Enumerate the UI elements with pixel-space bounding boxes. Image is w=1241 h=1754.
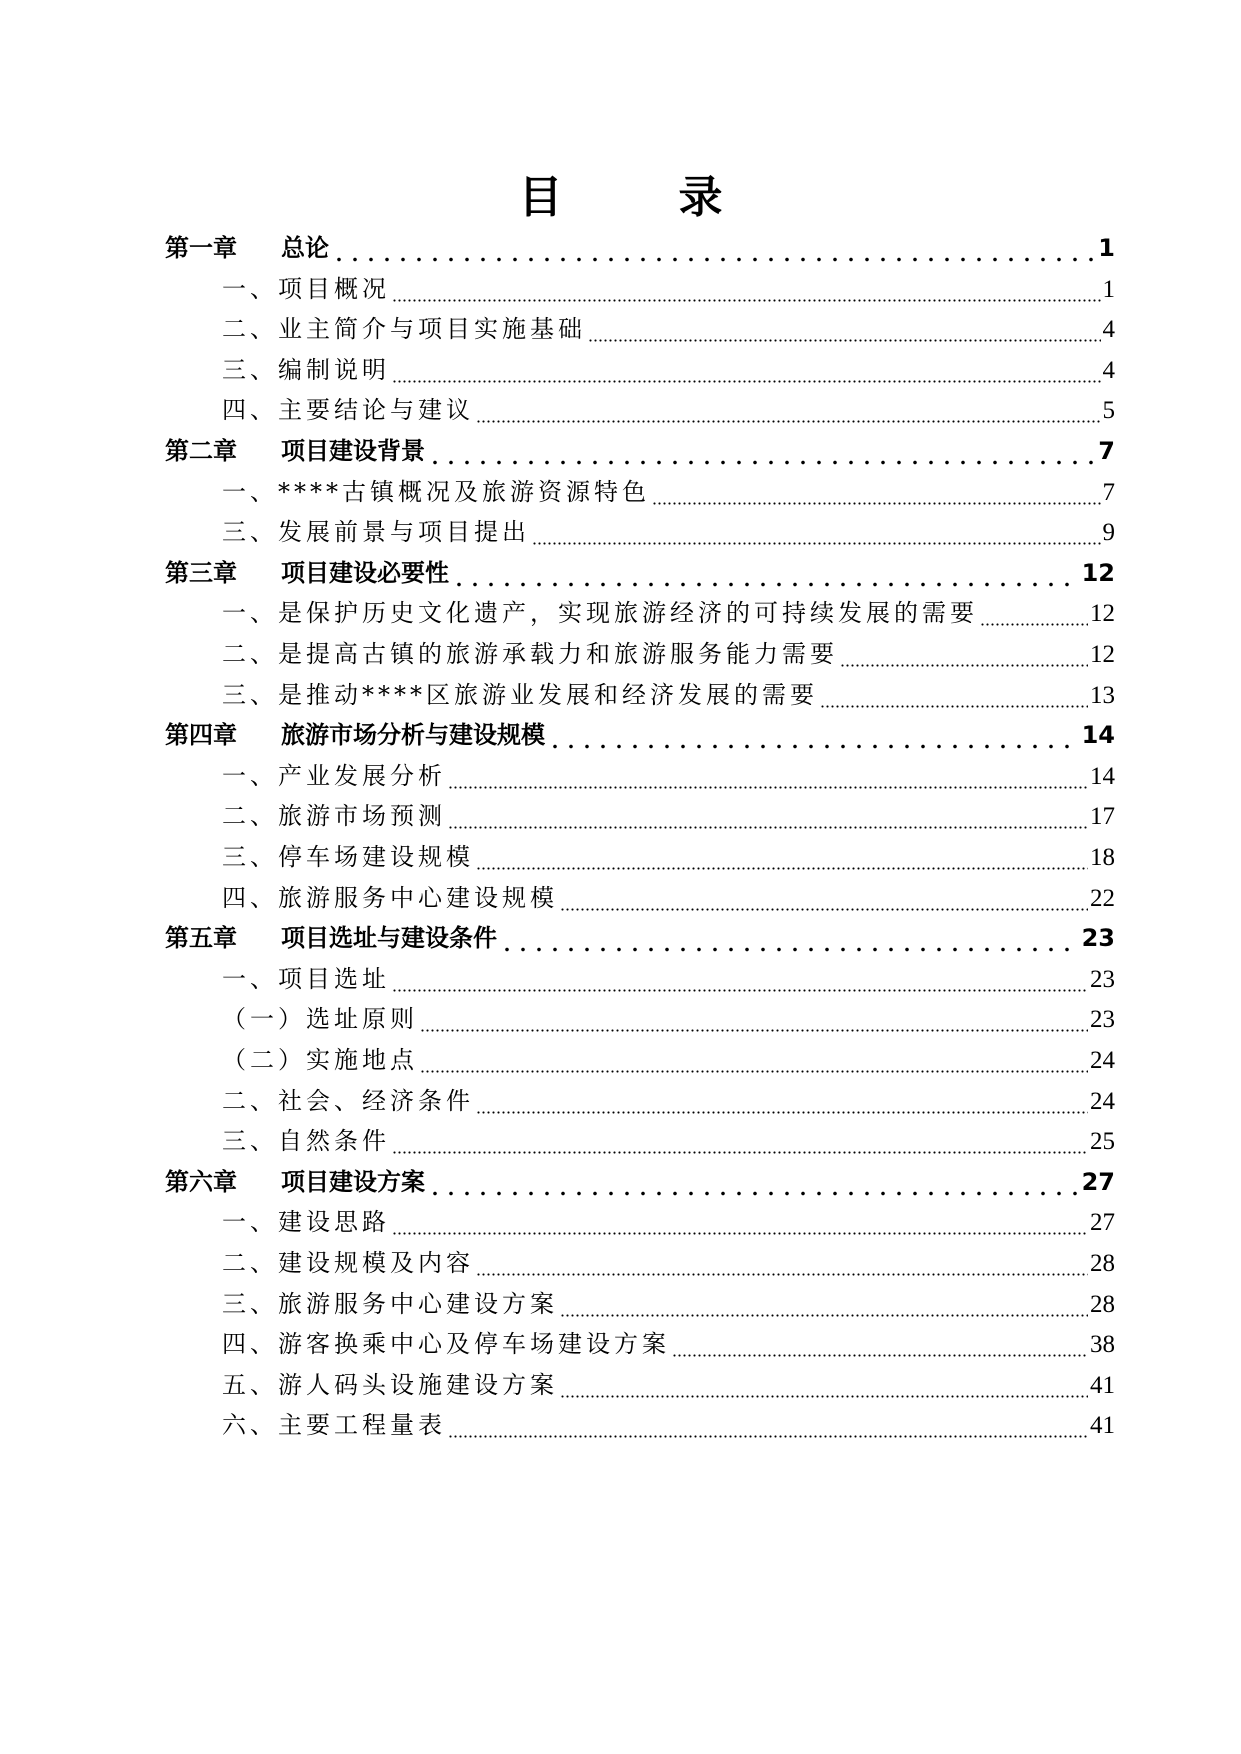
dot-leader bbox=[448, 1435, 1088, 1438]
dot-leader bbox=[427, 460, 1096, 465]
toc-page-number: 27 bbox=[1090, 1209, 1115, 1237]
dot-leader bbox=[451, 582, 1080, 587]
toc-page-number: 41 bbox=[1090, 1412, 1115, 1440]
dot-leader bbox=[560, 908, 1088, 911]
toc-section-entry[interactable] bbox=[222, 512, 1115, 552]
toc-section-entry[interactable] bbox=[222, 1365, 1115, 1405]
dot-leader bbox=[476, 867, 1088, 870]
toc-page-number: 22 bbox=[1090, 884, 1115, 912]
toc-page-number: 5 bbox=[1102, 397, 1115, 425]
toc-chapter-entry[interactable] bbox=[165, 553, 1115, 593]
dot-leader bbox=[560, 1314, 1088, 1317]
toc-chapter-number: 第二章 bbox=[165, 437, 237, 465]
toc-entry-title: 五、游人码头设施建设方案 bbox=[222, 1370, 558, 1399]
toc-chapter-entry[interactable] bbox=[165, 715, 1115, 755]
toc-page-number: 27 bbox=[1081, 1167, 1115, 1196]
dot-leader bbox=[499, 947, 1080, 952]
toc-entry-title: 项目选址与建设条件 bbox=[281, 924, 497, 953]
dot-leader bbox=[840, 664, 1088, 667]
toc-section-entry[interactable] bbox=[222, 1405, 1115, 1445]
toc-section-entry[interactable] bbox=[222, 1081, 1115, 1121]
toc-page-number: 24 bbox=[1090, 1047, 1115, 1074]
toc-chapter-number: 第六章 bbox=[165, 1167, 237, 1196]
dot-leader bbox=[392, 1232, 1088, 1235]
toc-section-entry[interactable] bbox=[222, 634, 1115, 674]
dot-leader bbox=[476, 1111, 1088, 1114]
toc-entry-title: 二、社会、经济条件 bbox=[222, 1086, 474, 1115]
toc-entry-title: 三、自然条件 bbox=[222, 1127, 390, 1156]
toc-section-entry[interactable] bbox=[222, 1243, 1115, 1283]
toc-page-number: 9 bbox=[1102, 519, 1115, 547]
toc-section-entry[interactable] bbox=[222, 1284, 1115, 1324]
toc-page-number: 28 bbox=[1090, 1250, 1115, 1277]
toc-section-entry[interactable] bbox=[222, 269, 1115, 309]
toc-chapter-entry[interactable] bbox=[165, 1162, 1115, 1202]
toc-section-entry[interactable] bbox=[222, 878, 1115, 918]
toc-section-entry[interactable] bbox=[222, 837, 1115, 877]
toc-entry-title: 一、建设思路 bbox=[222, 1208, 390, 1237]
toc-entry-title: 二、建设规模及内容 bbox=[222, 1249, 474, 1277]
toc-entry-title: 项目建设方案 bbox=[281, 1167, 425, 1196]
toc-entry-title: （二）实施地点 bbox=[222, 1046, 418, 1074]
dot-leader bbox=[476, 420, 1101, 423]
toc-entry-title: 一、项目选址 bbox=[222, 964, 390, 993]
toc-entry-title: 四、旅游服务中心建设规模 bbox=[222, 883, 558, 912]
toc-page-number: 38 bbox=[1090, 1331, 1115, 1359]
dot-leader bbox=[532, 542, 1101, 545]
dot-leader bbox=[980, 623, 1088, 626]
toc-section-entry[interactable] bbox=[222, 472, 1115, 512]
toc-section-entry[interactable] bbox=[222, 1040, 1115, 1080]
toc-entry-title: 总论 bbox=[281, 234, 329, 262]
toc-section-entry[interactable] bbox=[222, 1324, 1115, 1364]
toc-entry-title: 一、是保护历史文化遗产，实现旅游经济的可持续发展的需要 bbox=[222, 599, 978, 628]
toc-page-number: 14 bbox=[1081, 721, 1115, 750]
toc-entry-title: 四、游客换乘中心及停车场建设方案 bbox=[222, 1330, 670, 1359]
toc-chapter-entry[interactable] bbox=[165, 431, 1115, 471]
toc-chapter-entry[interactable] bbox=[165, 918, 1115, 958]
toc-chapter-number: 第四章 bbox=[165, 721, 237, 750]
toc-entry-title: 六、主要工程量表 bbox=[222, 1411, 446, 1440]
toc-page-number: 18 bbox=[1090, 844, 1115, 871]
toc-page-number: 12 bbox=[1090, 641, 1115, 668]
toc-page-number: 1 bbox=[1102, 275, 1115, 303]
toc-section-entry[interactable] bbox=[222, 309, 1115, 349]
toc-section-entry[interactable] bbox=[222, 675, 1115, 715]
dot-leader bbox=[820, 705, 1088, 708]
toc-page-number: 17 bbox=[1090, 803, 1115, 831]
toc-entry-title: 三、停车场建设规模 bbox=[222, 843, 474, 871]
dot-leader bbox=[476, 1273, 1088, 1276]
dot-leader bbox=[420, 1070, 1088, 1073]
toc-section-entry[interactable] bbox=[222, 756, 1115, 796]
toc-entry-title: （一）选址原则 bbox=[222, 1005, 418, 1034]
toc-page-number: 14 bbox=[1090, 762, 1115, 790]
dot-leader bbox=[392, 299, 1101, 302]
toc-entry-title: 一、产业发展分析 bbox=[222, 761, 446, 790]
toc-entry-title: 三、发展前景与项目提出 bbox=[222, 518, 530, 547]
toc-section-entry[interactable] bbox=[222, 999, 1115, 1039]
dot-leader bbox=[652, 502, 1101, 505]
dot-leader bbox=[672, 1354, 1088, 1357]
toc-page-number: 23 bbox=[1090, 965, 1115, 993]
dot-leader bbox=[547, 744, 1080, 749]
toc-page-number: 41 bbox=[1090, 1371, 1115, 1399]
toc-entry-title: 三、是推动****区旅游业发展和经济发展的需要 bbox=[222, 680, 818, 709]
toc-page-number: 1 bbox=[1098, 234, 1115, 262]
toc-entry-title: 三、旅游服务中心建设方案 bbox=[222, 1289, 558, 1318]
toc-section-entry[interactable] bbox=[222, 390, 1115, 430]
toc-section-entry[interactable] bbox=[222, 796, 1115, 836]
toc-page-number: 23 bbox=[1090, 1006, 1115, 1034]
toc-entry-title: 三、编制说明 bbox=[222, 355, 390, 384]
dot-leader bbox=[331, 257, 1096, 262]
toc-section-entry[interactable] bbox=[222, 1202, 1115, 1242]
toc-page-number: 7 bbox=[1102, 478, 1115, 506]
toc-chapter-number: 第五章 bbox=[165, 924, 237, 953]
toc-entry-title: 二、是提高古镇的旅游承载力和旅游服务能力需要 bbox=[222, 640, 838, 668]
toc-entry-title: 一、项目概况 bbox=[222, 274, 390, 303]
toc-entry-title: 一、****古镇概况及旅游资源特色 bbox=[222, 477, 650, 506]
dot-leader bbox=[448, 786, 1088, 789]
dot-leader bbox=[427, 1191, 1080, 1196]
toc-chapter-number: 第三章 bbox=[165, 558, 237, 587]
toc-section-entry[interactable] bbox=[222, 959, 1115, 999]
toc-page-number: 28 bbox=[1090, 1290, 1115, 1318]
dot-leader bbox=[392, 989, 1088, 992]
dot-leader bbox=[392, 380, 1101, 383]
toc-page-number: 4 bbox=[1102, 316, 1115, 344]
toc-entry-title: 项目建设必要性 bbox=[281, 558, 449, 587]
toc-entry-title: 旅游市场分析与建设规模 bbox=[281, 721, 545, 750]
dot-leader bbox=[560, 1395, 1088, 1398]
toc-page-number: 12 bbox=[1081, 558, 1115, 587]
toc-chapter-entry[interactable] bbox=[165, 228, 1115, 268]
toc-entry-title: 二、旅游市场预测 bbox=[222, 802, 446, 831]
toc-entry-title: 项目建设背景 bbox=[281, 437, 425, 465]
toc-page-number: 25 bbox=[1090, 1128, 1115, 1156]
toc-section-entry[interactable] bbox=[222, 593, 1115, 633]
page-title: 目 录 bbox=[518, 172, 759, 223]
dot-leader bbox=[588, 339, 1101, 342]
dot-leader bbox=[420, 1029, 1088, 1032]
toc-page-number: 24 bbox=[1090, 1087, 1115, 1115]
toc-page-number: 12 bbox=[1090, 600, 1115, 628]
toc-chapter-number: 第一章 bbox=[165, 234, 237, 262]
dot-leader bbox=[392, 1151, 1088, 1154]
toc-section-entry[interactable] bbox=[222, 350, 1115, 390]
toc-page-number: 13 bbox=[1090, 681, 1115, 709]
toc-page-number: 4 bbox=[1102, 356, 1115, 384]
toc-section-entry[interactable] bbox=[222, 1121, 1115, 1161]
toc-page-number: 23 bbox=[1081, 924, 1115, 953]
toc-page-number: 7 bbox=[1098, 437, 1115, 465]
dot-leader bbox=[448, 826, 1088, 829]
toc-entry-title: 二、业主简介与项目实施基础 bbox=[222, 315, 586, 344]
toc-entry-title: 四、主要结论与建议 bbox=[222, 396, 474, 425]
